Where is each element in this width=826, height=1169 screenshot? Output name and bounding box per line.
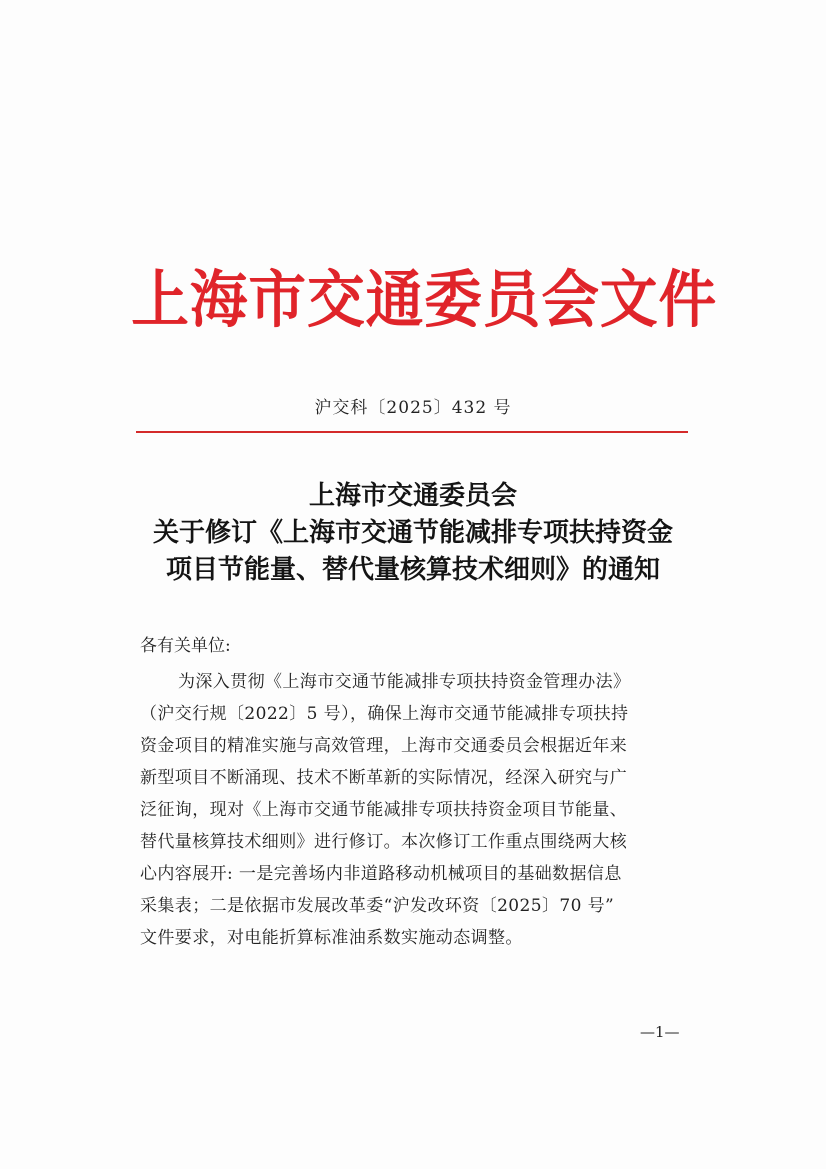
body-line: 泛征询，现对《上海市交通节能减排专项扶持资金项目节能量、: [140, 800, 628, 820]
body-line: （沪交行规〔2022〕5 号），确保上海市交通节能减排专项扶持: [140, 704, 629, 724]
title-line: 上海市交通委员会: [308, 481, 517, 511]
title-line: 项目节能量、替代量核算技术细则》的通知: [165, 555, 660, 585]
salutation: 各有关单位:: [140, 636, 231, 656]
document-number: 沪交科〔2025〕432 号: [314, 398, 512, 418]
notice-title: [100, 478, 726, 589]
body-line: 新型项目不断涌现、技术不断革新的实际情况，经深入研究与广: [140, 768, 628, 788]
document-masthead: 上海市交通委员会文件: [131, 263, 718, 336]
page-number: —1—: [640, 1023, 680, 1041]
body-line: 为深入贯彻《上海市交通节能减排专项扶持资金管理办法》: [178, 672, 631, 692]
title-line: 关于修订《上海市交通节能减排专项扶持资金: [152, 518, 673, 548]
body-line: 采集表；二是依据市发展改革委“沪发改环资〔2025〕70 号”: [140, 896, 615, 916]
body-paragraph: [140, 666, 696, 954]
body-line: 心内容展开: 一是完善场内非道路移动机械项目的基础数据信息: [140, 864, 622, 884]
body-line: 资金项目的精准实施与高效管理，上海市交通委员会根据近年来: [140, 736, 628, 756]
body-line: 文件要求，对电能折算标准油系数实施动态调整。: [140, 928, 523, 948]
body-line: 替代量核算技术细则》进行修订。本次修订工作重点围绕两大核: [140, 832, 628, 852]
red-divider: [136, 431, 688, 433]
